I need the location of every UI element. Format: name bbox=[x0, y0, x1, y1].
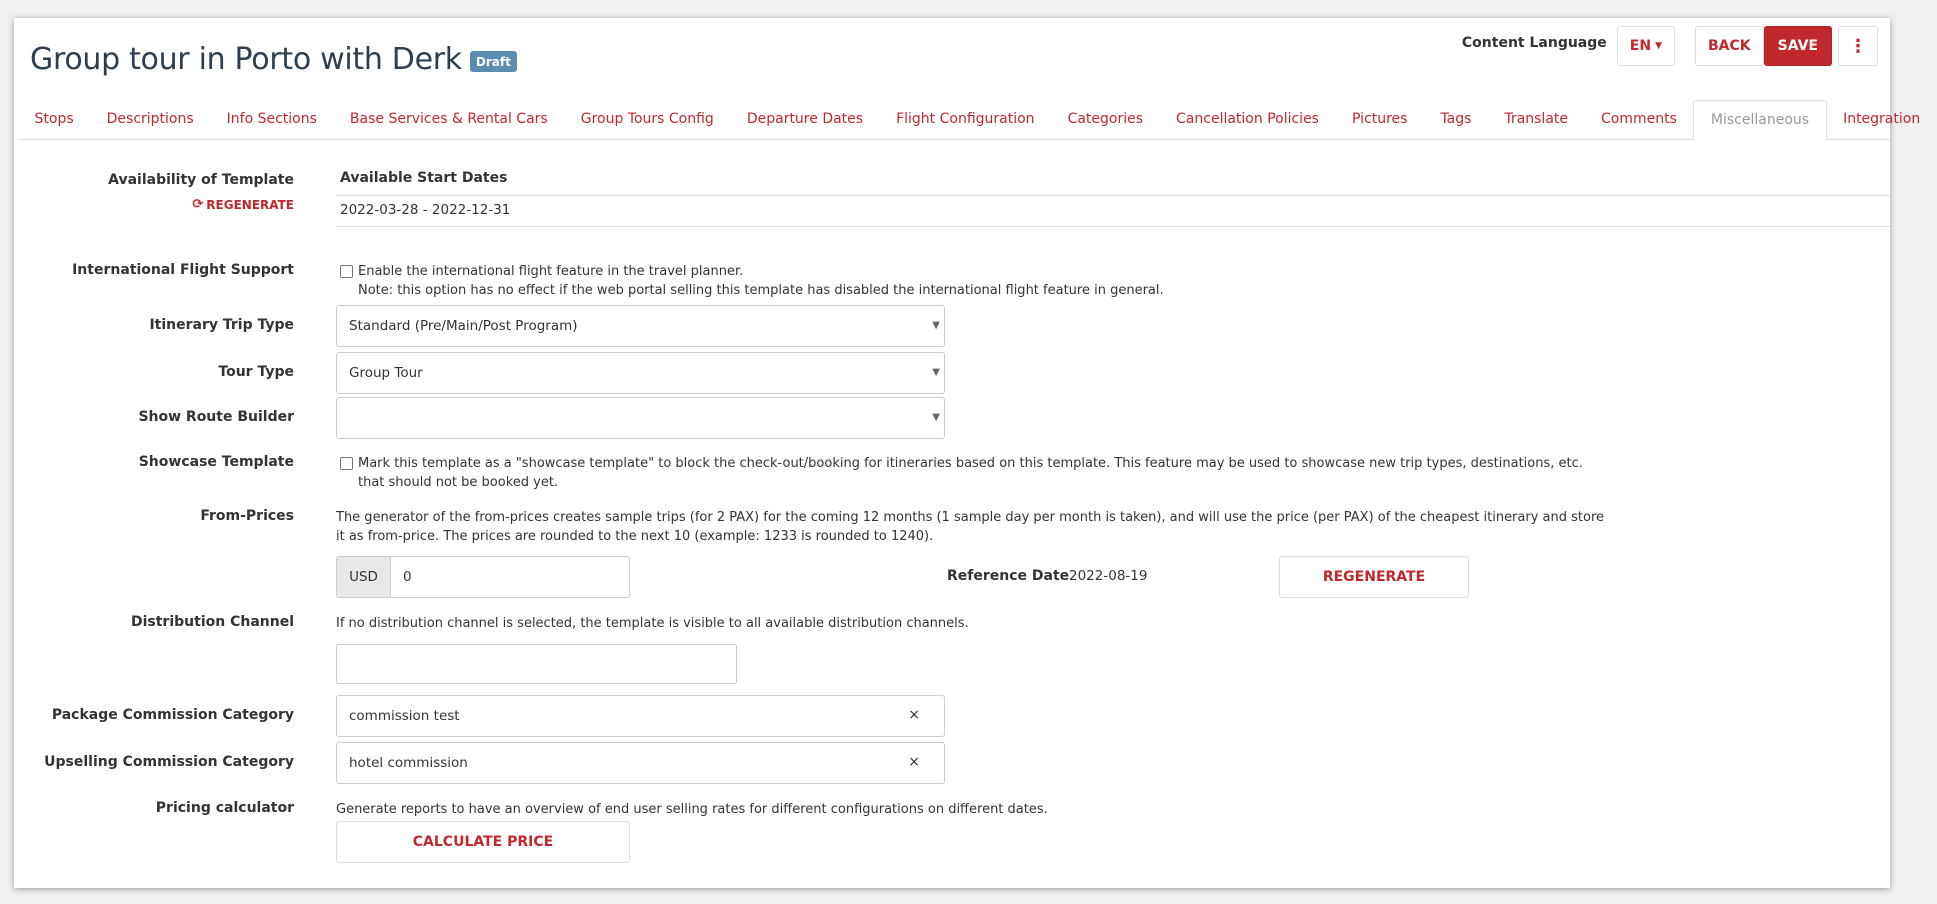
tab-info-sections[interactable]: Info Sections bbox=[226, 111, 317, 127]
tour-type-value: Group Tour bbox=[349, 365, 423, 381]
page bbox=[14, 18, 1921, 888]
more-options-button[interactable] bbox=[1838, 26, 1878, 66]
page-header bbox=[30, 42, 517, 77]
reference-date-label: Reference Date bbox=[947, 568, 1070, 584]
from-prices-regenerate-button[interactable]: REGENERATE bbox=[1279, 556, 1469, 598]
package-commission-label: Package Commission Category bbox=[51, 707, 294, 723]
from-price-input[interactable]: 0 bbox=[403, 569, 412, 585]
international-flight-label: International Flight Support bbox=[72, 262, 294, 278]
tab-miscellaneous[interactable]: Miscellaneous bbox=[1693, 100, 1826, 141]
caret-down-icon: ▼ bbox=[1655, 41, 1662, 51]
currency-addon: USD bbox=[337, 557, 391, 597]
pricing-calculator-label: Pricing calculator bbox=[155, 800, 294, 816]
showcase-template-label: Showcase Template bbox=[138, 454, 294, 470]
refresh-icon: ⟳ bbox=[192, 197, 204, 212]
tab-descriptions[interactable]: Descriptions bbox=[106, 111, 194, 127]
available-start-dates-header: Available Start Dates bbox=[340, 170, 508, 186]
page-title: Group tour in Porto with Derk bbox=[30, 42, 462, 77]
reference-date-value: 2022-08-19 bbox=[1069, 568, 1148, 584]
content-language-label: Content Language bbox=[1461, 35, 1607, 51]
clear-icon[interactable]: × bbox=[908, 754, 920, 770]
international-flight-text: Enable the international flight feature in the travel planner. bbox=[358, 264, 744, 279]
tab-flight-configuration[interactable]: Flight Configuration bbox=[896, 111, 1035, 127]
showcase-template-checkbox[interactable] bbox=[340, 457, 353, 470]
tab-base-services[interactable]: Base Services & Rental Cars bbox=[349, 111, 548, 127]
showcase-template-text: Mark this template as a "showcase template" to block the check-out/booking for itineraries based on this template. This feature may be used to showcase new trip types, destinations, etc. bbox=[358, 456, 1583, 471]
pricing-calculator-description: Generate reports to have an overview of end user selling rates for different configurations on different dates. bbox=[336, 802, 1048, 817]
from-prices-description: The generator of the from-prices creates sample trips (for 2 PAX) for the coming 12 months (1 sample day per month is taken), and will use the price (per PAX) of the cheapest itinerary and store bbox=[336, 510, 1605, 525]
language-dropdown[interactable] bbox=[1617, 26, 1675, 66]
upselling-commission-label: Upselling Commission Category bbox=[44, 754, 294, 770]
tab-translate[interactable]: Translate bbox=[1504, 111, 1569, 127]
tab-integration[interactable]: Integration bbox=[1843, 111, 1921, 127]
upselling-commission-value: hotel commission bbox=[349, 755, 468, 771]
status-badge: Draft bbox=[470, 51, 517, 72]
tab-departure-dates[interactable]: Departure Dates bbox=[746, 111, 864, 127]
clear-icon[interactable]: × bbox=[908, 707, 920, 723]
divider bbox=[336, 226, 1890, 227]
distribution-channel-description: If no distribution channel is selected, the template is visible to all available distribution channels. bbox=[336, 616, 969, 631]
availability-label: Availability of Template bbox=[108, 172, 294, 188]
international-flight-checkbox[interactable] bbox=[340, 265, 353, 278]
calculate-price-button[interactable]: CALCULATE PRICE bbox=[336, 821, 630, 863]
international-flight-note: Note: this option has no effect if the web portal selling this template has disabled the international flight feature in general. bbox=[358, 283, 1164, 298]
tour-type-label: Tour Type bbox=[218, 364, 294, 380]
dropdown-arrow-icon: ▼ bbox=[932, 367, 940, 378]
itinerary-trip-type-select[interactable] bbox=[336, 305, 945, 347]
show-route-builder-label: Show Route Builder bbox=[138, 409, 294, 425]
tour-type-select[interactable] bbox=[336, 352, 945, 394]
vertical-ellipsis-icon: ⋮ bbox=[1849, 35, 1867, 57]
upselling-commission-select[interactable] bbox=[336, 742, 945, 784]
from-prices-description-2: it as from-price. The prices are rounded to the next 10 (example: 1233 is rounded to 1240). bbox=[336, 529, 934, 544]
tab-comments[interactable]: Comments bbox=[1601, 111, 1677, 127]
package-commission-value: commission test bbox=[349, 708, 460, 724]
divider bbox=[336, 195, 1890, 196]
show-route-builder-select[interactable] bbox=[336, 397, 945, 439]
availability-regenerate-link[interactable] bbox=[192, 197, 294, 212]
tab-pictures[interactable]: Pictures bbox=[1351, 111, 1408, 127]
from-price-input-group bbox=[336, 556, 630, 598]
from-prices-label: From-Prices bbox=[200, 508, 294, 524]
tab-cancellation-policies[interactable]: Cancellation Policies bbox=[1176, 111, 1319, 127]
back-button[interactable]: BACK bbox=[1695, 26, 1764, 66]
toolbar bbox=[1462, 26, 1878, 66]
tab-group-tours-config[interactable]: Group Tours Config bbox=[580, 111, 714, 127]
dropdown-arrow-icon: ▼ bbox=[932, 412, 940, 423]
available-start-dates-value: 2022-03-28 - 2022-12-31 bbox=[340, 202, 511, 218]
package-commission-select[interactable] bbox=[336, 695, 945, 737]
itinerary-trip-type-label: Itinerary Trip Type bbox=[149, 317, 294, 333]
language-value: EN bbox=[1629, 38, 1652, 54]
availability-regenerate-label: REGENERATE bbox=[206, 197, 294, 212]
tab-stops[interactable]: Stops bbox=[34, 111, 74, 127]
save-button[interactable]: SAVE bbox=[1764, 26, 1832, 66]
tab-tags[interactable]: Tags bbox=[1440, 111, 1472, 127]
distribution-channel-input[interactable] bbox=[336, 644, 737, 684]
tab-categories[interactable]: Categories bbox=[1067, 111, 1144, 127]
itinerary-trip-type-value: Standard (Pre/Main/Post Program) bbox=[349, 318, 578, 334]
distribution-channel-label: Distribution Channel bbox=[130, 614, 294, 630]
dropdown-arrow-icon: ▼ bbox=[932, 320, 940, 331]
tab-bar bbox=[18, 100, 1921, 140]
showcase-template-text-2: that should not be booked yet. bbox=[358, 475, 559, 490]
